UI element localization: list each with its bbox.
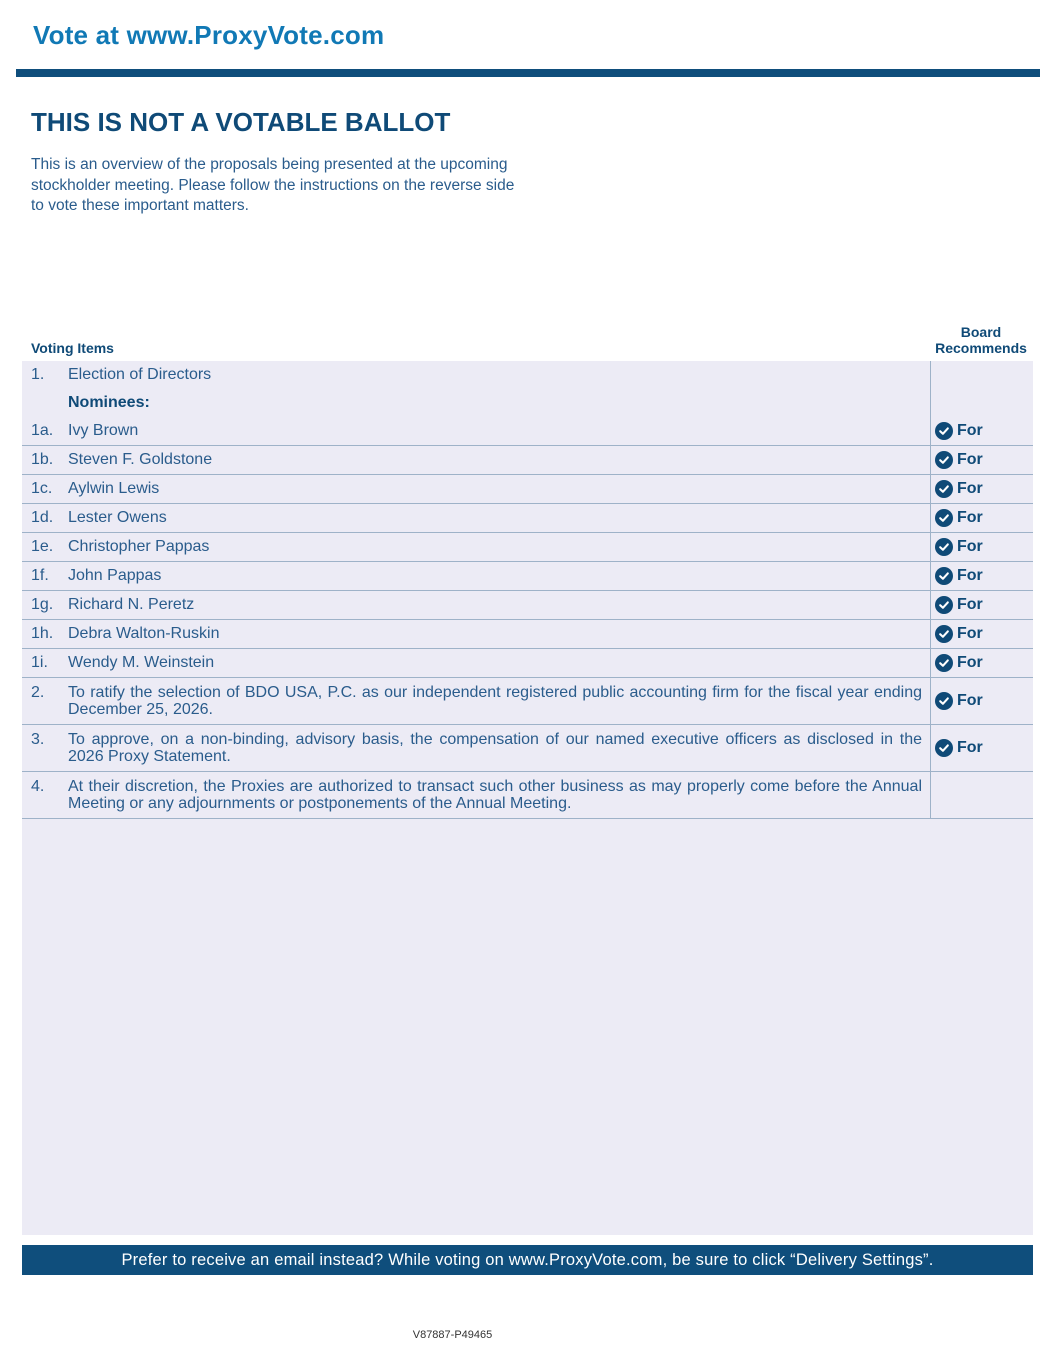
recommend-cell (930, 649, 1033, 677)
recommend-cell (930, 678, 1033, 724)
item-cell (22, 649, 930, 677)
check-circle-icon (935, 451, 953, 469)
item-number: 4. (31, 778, 45, 795)
item-text: Richard N. Peretz (68, 596, 195, 613)
item-cell (22, 417, 930, 445)
table-row (22, 533, 1033, 562)
recommend-cell (930, 504, 1033, 532)
recommendation-label: For (957, 692, 983, 709)
item-cell (22, 475, 930, 503)
recommendation-label: For (957, 625, 983, 642)
check-circle-icon (935, 567, 953, 585)
recommendation-label: For (957, 567, 983, 584)
item-cell (22, 504, 930, 532)
item-text: Election of Directors (68, 366, 212, 383)
table-row (22, 772, 1033, 819)
table-row (22, 649, 1033, 678)
check-circle-icon (935, 692, 953, 710)
item-text: To ratify the selection of BDO USA, P.C. as our independent registered public accounting firm for the fiscal year ending December 25, 2026. (68, 684, 922, 718)
recommendation-label: For (957, 509, 983, 526)
board-recommends-heading (930, 324, 1032, 356)
document-code: V87887-P49465 (412, 1329, 493, 1341)
board-recommends-line1: Board (960, 324, 1002, 340)
table-row (22, 475, 1033, 504)
recommend-cell (930, 725, 1033, 771)
recommendation-label: For (957, 596, 983, 613)
table-row (22, 620, 1033, 649)
item-cell (22, 562, 930, 590)
email-delivery-banner: Prefer to receive an email instead? While voting on www.ProxyVote.com, be sure to click “Delivery Settings”. (22, 1245, 1033, 1275)
recommend-cell (930, 417, 1033, 445)
recommendation-label: For (957, 451, 983, 468)
intro-text: This is an overview of the proposals being presented at the upcoming stockholder meeting. Please follow the instructions on the reverse side to vote these important matters. (31, 156, 515, 214)
recommendation-label: For (957, 538, 983, 555)
recommend-cell (930, 591, 1033, 619)
recommendation-label: For (957, 480, 983, 497)
item-number: 1c. (31, 480, 53, 497)
item-text: John Pappas (68, 567, 162, 584)
item-number: 1a. (31, 422, 54, 439)
recommendation-label: For (957, 422, 983, 439)
item-number: 1b. (31, 451, 54, 468)
board-recommends-line2: Recommends (935, 340, 1027, 356)
item-text: Lester Owens (68, 509, 167, 526)
item-text: Wendy M. Weinstein (68, 654, 215, 671)
election-row (22, 361, 1033, 389)
item-cell (22, 678, 930, 724)
item-cell (22, 725, 930, 771)
election-cell (22, 361, 930, 389)
item-number: 3. (31, 731, 45, 748)
nominee-rows (22, 417, 1033, 678)
recommend-cell (930, 361, 1033, 389)
check-circle-icon (935, 625, 953, 643)
recommendation-label: For (957, 654, 983, 671)
item-text: Steven F. Goldstone (68, 451, 213, 468)
item-text: Debra Walton-Ruskin (68, 625, 220, 642)
table-row (22, 678, 1033, 725)
table-row (22, 562, 1033, 591)
item-number: 1i. (31, 654, 48, 671)
voting-table (22, 361, 1033, 819)
table-row (22, 446, 1033, 475)
recommendation-label: For (957, 739, 983, 756)
table-row (22, 417, 1033, 446)
recommend-cell (930, 533, 1033, 561)
item-text: Aylwin Lewis (68, 480, 160, 497)
item-number: 2. (31, 684, 45, 701)
item-number: 1h. (31, 625, 54, 642)
item-number: 1g. (31, 596, 54, 613)
recommend-cell (930, 389, 1033, 417)
check-circle-icon (935, 654, 953, 672)
item-number: 1. (31, 366, 45, 383)
nominees-label-cell (22, 389, 930, 417)
check-circle-icon (935, 422, 953, 440)
voting-items-heading: Voting Items (31, 340, 114, 356)
check-circle-icon (935, 509, 953, 527)
check-circle-icon (935, 480, 953, 498)
recommend-cell (930, 772, 1033, 818)
vote-link-header[interactable]: Vote at www.ProxyVote.com (33, 20, 385, 50)
item-number: 1e. (31, 538, 54, 555)
check-circle-icon (935, 538, 953, 556)
nominees-label: Nominees: (68, 394, 150, 411)
item-text: Ivy Brown (68, 422, 139, 439)
table-row (22, 591, 1033, 620)
item-cell (22, 533, 930, 561)
item-text: Christopher Pappas (68, 538, 210, 555)
item-text: At their discretion, the Proxies are authorized to transact such other business as may properly come before the Annual Meeting or any adjournments or postponements of the Annual Meeting. (68, 778, 922, 812)
nominees-label-row (22, 389, 1033, 417)
check-circle-icon (935, 596, 953, 614)
check-circle-icon (935, 739, 953, 757)
item-text: To approve, on a non-binding, advisory basis, the compensation of our named executive officers as disclosed in the 2026 Proxy Statement. (68, 731, 922, 765)
recommend-cell (930, 562, 1033, 590)
recommend-cell (930, 620, 1033, 648)
voting-panel (22, 361, 1033, 1235)
item-number: 1d. (31, 509, 54, 526)
header-rule (16, 69, 1040, 77)
table-row (22, 725, 1033, 772)
item-cell (22, 446, 930, 474)
item-cell (22, 772, 930, 818)
ballot-title: THIS IS NOT A VOTABLE BALLOT (31, 107, 451, 137)
proposal-rows (22, 678, 1033, 819)
item-cell (22, 620, 930, 648)
recommend-cell (930, 475, 1033, 503)
item-cell (22, 591, 930, 619)
recommend-cell (930, 446, 1033, 474)
item-number: 1f. (31, 567, 49, 584)
table-row (22, 504, 1033, 533)
